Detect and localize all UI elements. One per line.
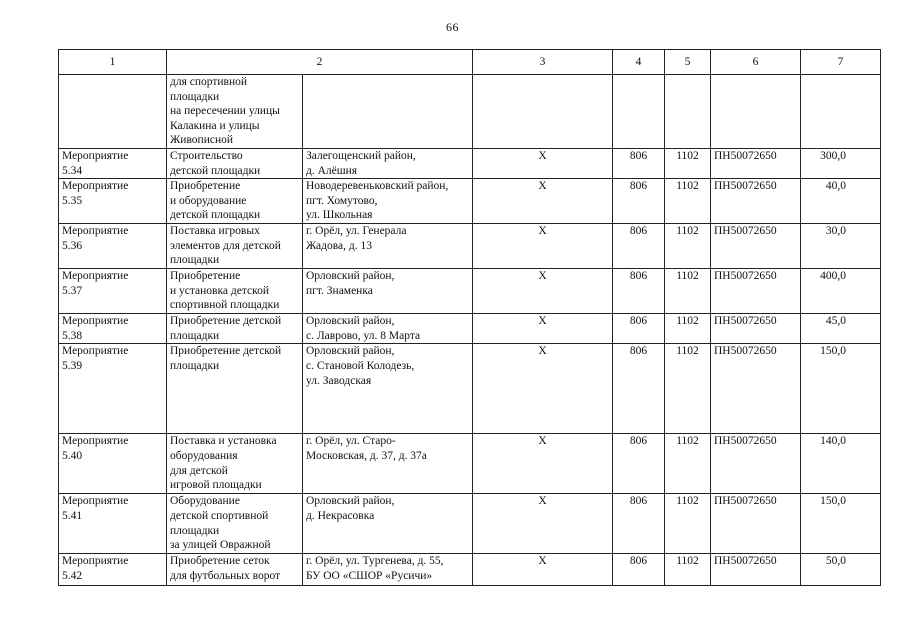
event-name-cell bbox=[59, 269, 167, 314]
column-3-cell bbox=[473, 224, 613, 269]
column-6-cell bbox=[711, 75, 801, 149]
column-4-cell bbox=[613, 554, 665, 586]
column-4-cell bbox=[613, 179, 665, 224]
column-3-cell bbox=[473, 269, 613, 314]
column-3-cell bbox=[473, 434, 613, 494]
event-name-cell-text: Мероприятие 5.37 bbox=[62, 270, 129, 297]
column-5-cell bbox=[665, 179, 711, 224]
table-row bbox=[59, 269, 881, 314]
column-7-cell bbox=[801, 148, 881, 178]
column-4-cell bbox=[613, 269, 665, 314]
column-3-cell-text: Х bbox=[538, 495, 547, 508]
description-cell bbox=[167, 314, 303, 344]
column-4-cell-text: 806 bbox=[629, 495, 648, 508]
description-cell bbox=[167, 554, 303, 586]
column-6-cell bbox=[711, 494, 801, 554]
column-6-cell bbox=[711, 224, 801, 269]
column-4-cell bbox=[613, 224, 665, 269]
column-4-cell-text: 806 bbox=[629, 225, 648, 238]
column-6-cell-text: ПН50072650 bbox=[714, 315, 777, 328]
column-7-cell bbox=[801, 344, 881, 434]
column-4-cell-text: 806 bbox=[629, 180, 648, 193]
location-cell bbox=[303, 224, 473, 269]
header-cell-2: 2 bbox=[167, 50, 473, 75]
description-cell bbox=[167, 344, 303, 434]
column-7-cell bbox=[801, 314, 881, 344]
description-cell-text: Приобретение детской площадки bbox=[170, 315, 282, 342]
event-name-cell bbox=[59, 75, 167, 149]
column-3-cell-text: Х bbox=[538, 270, 547, 283]
header-cell-3: 3 bbox=[473, 50, 613, 75]
column-6-cell bbox=[711, 344, 801, 434]
table-row bbox=[59, 434, 881, 494]
event-name-cell bbox=[59, 179, 167, 224]
column-7-cell-text: 400,0 bbox=[820, 270, 846, 283]
location-cell-text: Новодеревеньковский район, пгт. Хомутово, ул. Школьная bbox=[306, 180, 449, 222]
page-number: 66 bbox=[446, 20, 459, 34]
column-4-cell bbox=[613, 494, 665, 554]
column-7-cell bbox=[801, 434, 881, 494]
column-6-cell bbox=[711, 554, 801, 586]
column-5-cell bbox=[665, 434, 711, 494]
column-7-cell bbox=[801, 269, 881, 314]
column-3-cell-text: Х bbox=[538, 435, 547, 448]
column-4-cell-text: 806 bbox=[629, 345, 648, 358]
description-cell bbox=[167, 75, 303, 149]
description-cell-text: Приобретение сеток для футбольных ворот bbox=[170, 555, 281, 582]
location-cell bbox=[303, 314, 473, 344]
event-name-cell bbox=[59, 224, 167, 269]
column-3-cell bbox=[473, 554, 613, 586]
column-7-cell-text: 140,0 bbox=[820, 435, 846, 448]
column-7-cell-text: 300,0 bbox=[820, 149, 846, 162]
location-cell-text: г. Орёл, ул. Генерала Жадова, д. 13 bbox=[306, 225, 407, 252]
column-7-cell bbox=[801, 75, 881, 149]
column-7-cell bbox=[801, 494, 881, 554]
column-3-cell bbox=[473, 494, 613, 554]
header-cell-1: 1 bbox=[59, 50, 167, 75]
column-6-cell-text: ПН50072650 bbox=[714, 435, 777, 448]
description-cell bbox=[167, 224, 303, 269]
event-name-cell bbox=[59, 554, 167, 586]
header-cell-6: 6 bbox=[711, 50, 801, 75]
column-5-cell bbox=[665, 148, 711, 178]
event-name-cell-text: Мероприятие 5.42 bbox=[62, 555, 129, 582]
column-7-cell-text: 45,0 bbox=[825, 315, 846, 328]
column-7-cell-text: 30,0 bbox=[825, 225, 846, 238]
column-4-cell-text: 806 bbox=[629, 315, 648, 328]
description-cell-text: Приобретение детской площадки bbox=[170, 345, 282, 372]
column-7-cell-text: 150,0 bbox=[820, 495, 846, 508]
column-5-cell bbox=[665, 494, 711, 554]
table-row bbox=[59, 494, 881, 554]
location-cell bbox=[303, 344, 473, 434]
column-5-cell bbox=[665, 75, 711, 149]
location-cell bbox=[303, 75, 473, 149]
column-3-cell-text: Х bbox=[538, 149, 547, 162]
column-4-cell-text: 806 bbox=[629, 270, 648, 283]
table-row bbox=[59, 224, 881, 269]
location-cell bbox=[303, 269, 473, 314]
column-5-cell-text: 1102 bbox=[676, 435, 699, 448]
column-5-cell-text: 1102 bbox=[676, 315, 699, 328]
column-3-cell bbox=[473, 344, 613, 434]
event-name-cell bbox=[59, 344, 167, 434]
column-6-cell-text: ПН50072650 bbox=[714, 345, 777, 358]
column-5-cell-text: 1102 bbox=[676, 345, 699, 358]
column-6-cell-text: ПН50072650 bbox=[714, 555, 777, 568]
table-row bbox=[59, 75, 881, 149]
column-6-cell-text: ПН50072650 bbox=[714, 225, 777, 238]
column-6-cell-text: ПН50072650 bbox=[714, 270, 777, 283]
location-cell bbox=[303, 179, 473, 224]
column-5-cell-text: 1102 bbox=[676, 225, 699, 238]
column-4-cell-text: 806 bbox=[629, 149, 648, 162]
location-cell bbox=[303, 434, 473, 494]
column-3-cell-text: Х bbox=[538, 180, 547, 193]
column-6-cell bbox=[711, 148, 801, 178]
event-name-cell bbox=[59, 434, 167, 494]
column-3-cell-text: Х bbox=[538, 225, 547, 238]
description-cell-text: для спортивной площадки на пересечении улицы Калакина и улицы Живописной bbox=[170, 76, 280, 147]
location-cell-text: Орловский район, пгт. Знаменка bbox=[306, 270, 395, 297]
column-6-cell-text: ПН50072650 bbox=[714, 149, 777, 162]
column-3-cell-text: Х bbox=[538, 315, 547, 328]
column-5-cell bbox=[665, 269, 711, 314]
column-5-cell-text: 1102 bbox=[676, 555, 699, 568]
column-5-cell-text: 1102 bbox=[676, 270, 699, 283]
table-row bbox=[59, 554, 881, 586]
event-name-cell-text: Мероприятие 5.40 bbox=[62, 435, 129, 462]
column-3-cell bbox=[473, 314, 613, 344]
column-3-cell bbox=[473, 75, 613, 149]
header-row bbox=[59, 50, 881, 75]
event-name-cell-text: Мероприятие 5.39 bbox=[62, 345, 129, 372]
location-cell-text: г. Орёл, ул. Старо- Московская, д. 37, д. 37а bbox=[306, 435, 427, 462]
column-3-cell-text: Х bbox=[538, 555, 547, 568]
location-cell-text: г. Орёл, ул. Тургенева, д. 55, БУ ОО «СШОР «Русичи» bbox=[306, 555, 444, 582]
column-3-cell-text: Х bbox=[538, 345, 547, 358]
column-4-cell bbox=[613, 434, 665, 494]
column-7-cell-text: 50,0 bbox=[825, 555, 846, 568]
location-cell-text: Залегощенский район, д. Алёшня bbox=[306, 149, 416, 177]
column-4-cell-text: 806 bbox=[629, 435, 648, 448]
column-4-cell bbox=[613, 75, 665, 149]
event-name-cell-text: Мероприятие 5.38 bbox=[62, 315, 129, 342]
column-5-cell bbox=[665, 314, 711, 344]
column-7-cell bbox=[801, 179, 881, 224]
budget-table bbox=[58, 49, 881, 586]
column-7-cell bbox=[801, 554, 881, 586]
table-row bbox=[59, 314, 881, 344]
header-cell-7: 7 bbox=[801, 50, 881, 75]
column-3-cell bbox=[473, 179, 613, 224]
event-name-cell bbox=[59, 148, 167, 178]
table-row bbox=[59, 344, 881, 434]
location-cell-text: Орловский район, с. Лаврово, ул. 8 Марта bbox=[306, 315, 421, 342]
column-5-cell bbox=[665, 344, 711, 434]
event-name-cell-text: Мероприятие 5.35 bbox=[62, 180, 129, 207]
event-name-cell-text: Мероприятие 5.36 bbox=[62, 225, 129, 252]
description-cell bbox=[167, 494, 303, 554]
column-4-cell bbox=[613, 344, 665, 434]
column-5-cell bbox=[665, 224, 711, 269]
table-row bbox=[59, 179, 881, 224]
header-cell-5: 5 bbox=[665, 50, 711, 75]
description-cell bbox=[167, 179, 303, 224]
header-cell-4: 4 bbox=[613, 50, 665, 75]
column-6-cell-text: ПН50072650 bbox=[714, 495, 777, 508]
column-5-cell-text: 1102 bbox=[676, 495, 699, 508]
event-name-cell-text: Мероприятие 5.34 bbox=[62, 149, 129, 177]
event-name-cell-text: Мероприятие 5.41 bbox=[62, 495, 129, 522]
location-cell bbox=[303, 554, 473, 586]
location-cell-text: Орловский район, с. Становой Колодезь, ул. Заводская bbox=[306, 345, 415, 387]
column-4-cell-text: 806 bbox=[629, 555, 648, 568]
column-4-cell bbox=[613, 148, 665, 178]
column-5-cell-text: 1102 bbox=[676, 180, 699, 193]
description-cell-text: Приобретение и оборудование детской площадки bbox=[170, 180, 261, 222]
description-cell bbox=[167, 148, 303, 178]
column-4-cell bbox=[613, 314, 665, 344]
column-7-cell bbox=[801, 224, 881, 269]
location-cell bbox=[303, 148, 473, 178]
event-name-cell bbox=[59, 314, 167, 344]
column-3-cell bbox=[473, 148, 613, 178]
location-cell bbox=[303, 494, 473, 554]
description-cell-text: Поставка игровых элементов для детской площадки bbox=[170, 225, 281, 267]
event-name-cell bbox=[59, 494, 167, 554]
column-6-cell bbox=[711, 269, 801, 314]
description-cell-text: Поставка и установка оборудования для детской игровой площадки bbox=[170, 435, 277, 492]
description-cell bbox=[167, 269, 303, 314]
location-cell-text: Орловский район, д. Некрасовка bbox=[306, 495, 395, 522]
description-cell-text: Оборудование детской спортивной площадки за улицей Овражной bbox=[170, 495, 271, 552]
column-5-cell bbox=[665, 554, 711, 586]
column-6-cell bbox=[711, 314, 801, 344]
description-cell bbox=[167, 434, 303, 494]
column-6-cell bbox=[711, 179, 801, 224]
column-7-cell-text: 150,0 bbox=[820, 345, 846, 358]
column-6-cell-text: ПН50072650 bbox=[714, 180, 777, 193]
column-5-cell-text: 1102 bbox=[676, 149, 699, 162]
table-row bbox=[59, 148, 881, 178]
column-7-cell-text: 40,0 bbox=[825, 180, 846, 193]
column-6-cell bbox=[711, 434, 801, 494]
description-cell-text: Строительство детской площадки bbox=[170, 149, 261, 177]
description-cell-text: Приобретение и установка детской спортивной площадки bbox=[170, 270, 280, 312]
